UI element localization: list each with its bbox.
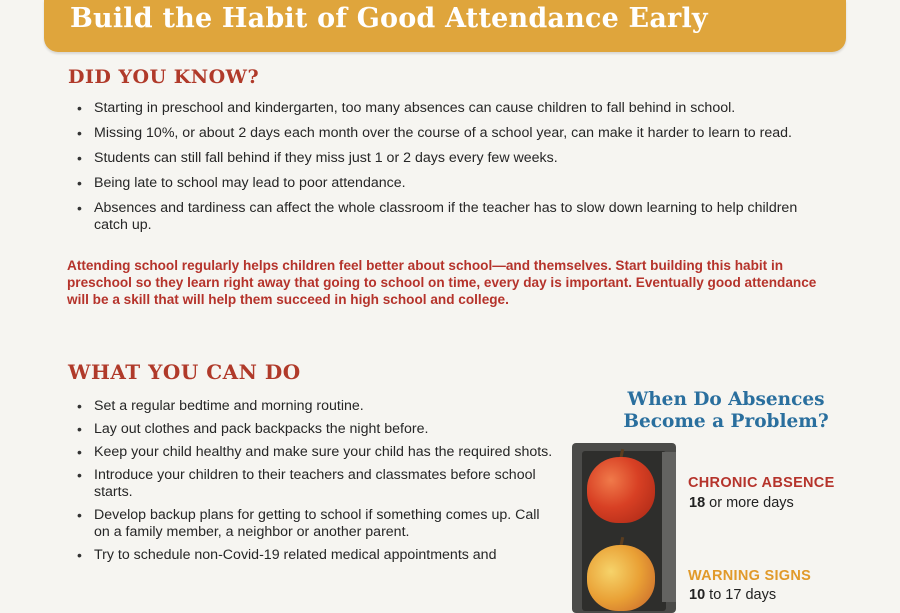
- warning-signs-days: [689, 587, 776, 603]
- warning-suffix: to 17 days: [705, 587, 777, 603]
- traffic-light-bracket: [662, 452, 676, 602]
- what-you-can-do-list: [76, 398, 556, 570]
- list-item: • Set a regular bedtime and morning routine.: [76, 398, 556, 415]
- sidebar-title-line2: Become a Problem?: [623, 411, 829, 432]
- chronic-absence-days: [689, 495, 794, 511]
- did-you-know-list: [76, 100, 836, 242]
- yellow-apple-icon: [587, 545, 655, 611]
- title-banner: [44, 0, 846, 52]
- sidebar-title-line1: When Do Absences: [627, 389, 825, 410]
- list-item: • Keep your child healthy and make sure your child has the required shots.: [76, 444, 556, 461]
- warning-signs-title: WARNING SIGNS: [688, 568, 812, 584]
- list-item: • Starting in preschool and kindergarten, too many absences can cause children to fall behind in school.: [76, 100, 836, 117]
- list-item: • Absences and tardiness can affect the whole classroom if the teacher has to slow down learning to help children catch up.: [76, 200, 804, 234]
- list-item: • Lay out clothes and pack backpacks the night before.: [76, 421, 556, 438]
- page-title: Build the Habit of Good Attendance Early: [70, 3, 708, 34]
- chronic-number: 18: [689, 495, 706, 511]
- list-item: • Students can still fall behind if they miss just 1 or 2 days every few weeks.: [76, 150, 836, 167]
- chronic-absence-title: CHRONIC ABSENCE: [688, 475, 835, 491]
- red-apple-icon: [587, 457, 655, 523]
- chronic-suffix: or more days: [705, 495, 794, 511]
- list-item: • Missing 10%, or about 2 days each month over the course of a school year, can make it harder to learn to read.: [76, 125, 836, 142]
- list-item: • Introduce your children to their teachers and classmates before school starts.: [76, 467, 556, 501]
- what-you-can-do-heading: WHAT YOU CAN DO: [68, 360, 301, 384]
- warning-number: 10: [689, 587, 706, 603]
- list-item: • Try to schedule non-Covid-19 related medical appointments and: [76, 547, 556, 564]
- sidebar-title: [606, 389, 846, 433]
- attendance-paragraph: Attending school regularly helps children feel better about school—and themselves. Start building this habit in preschool so they learn right away that going to school on time, every day is important. Eventually good attendance will be a skill that will help them succeed in high school and college.: [67, 258, 817, 307]
- did-you-know-heading: DID YOU KNOW?: [68, 66, 260, 88]
- list-item: • Being late to school may lead to poor attendance.: [76, 175, 836, 192]
- list-item: • Develop backup plans for getting to school if something comes up. Call on a family member, a neighbor or another parent.: [76, 507, 556, 541]
